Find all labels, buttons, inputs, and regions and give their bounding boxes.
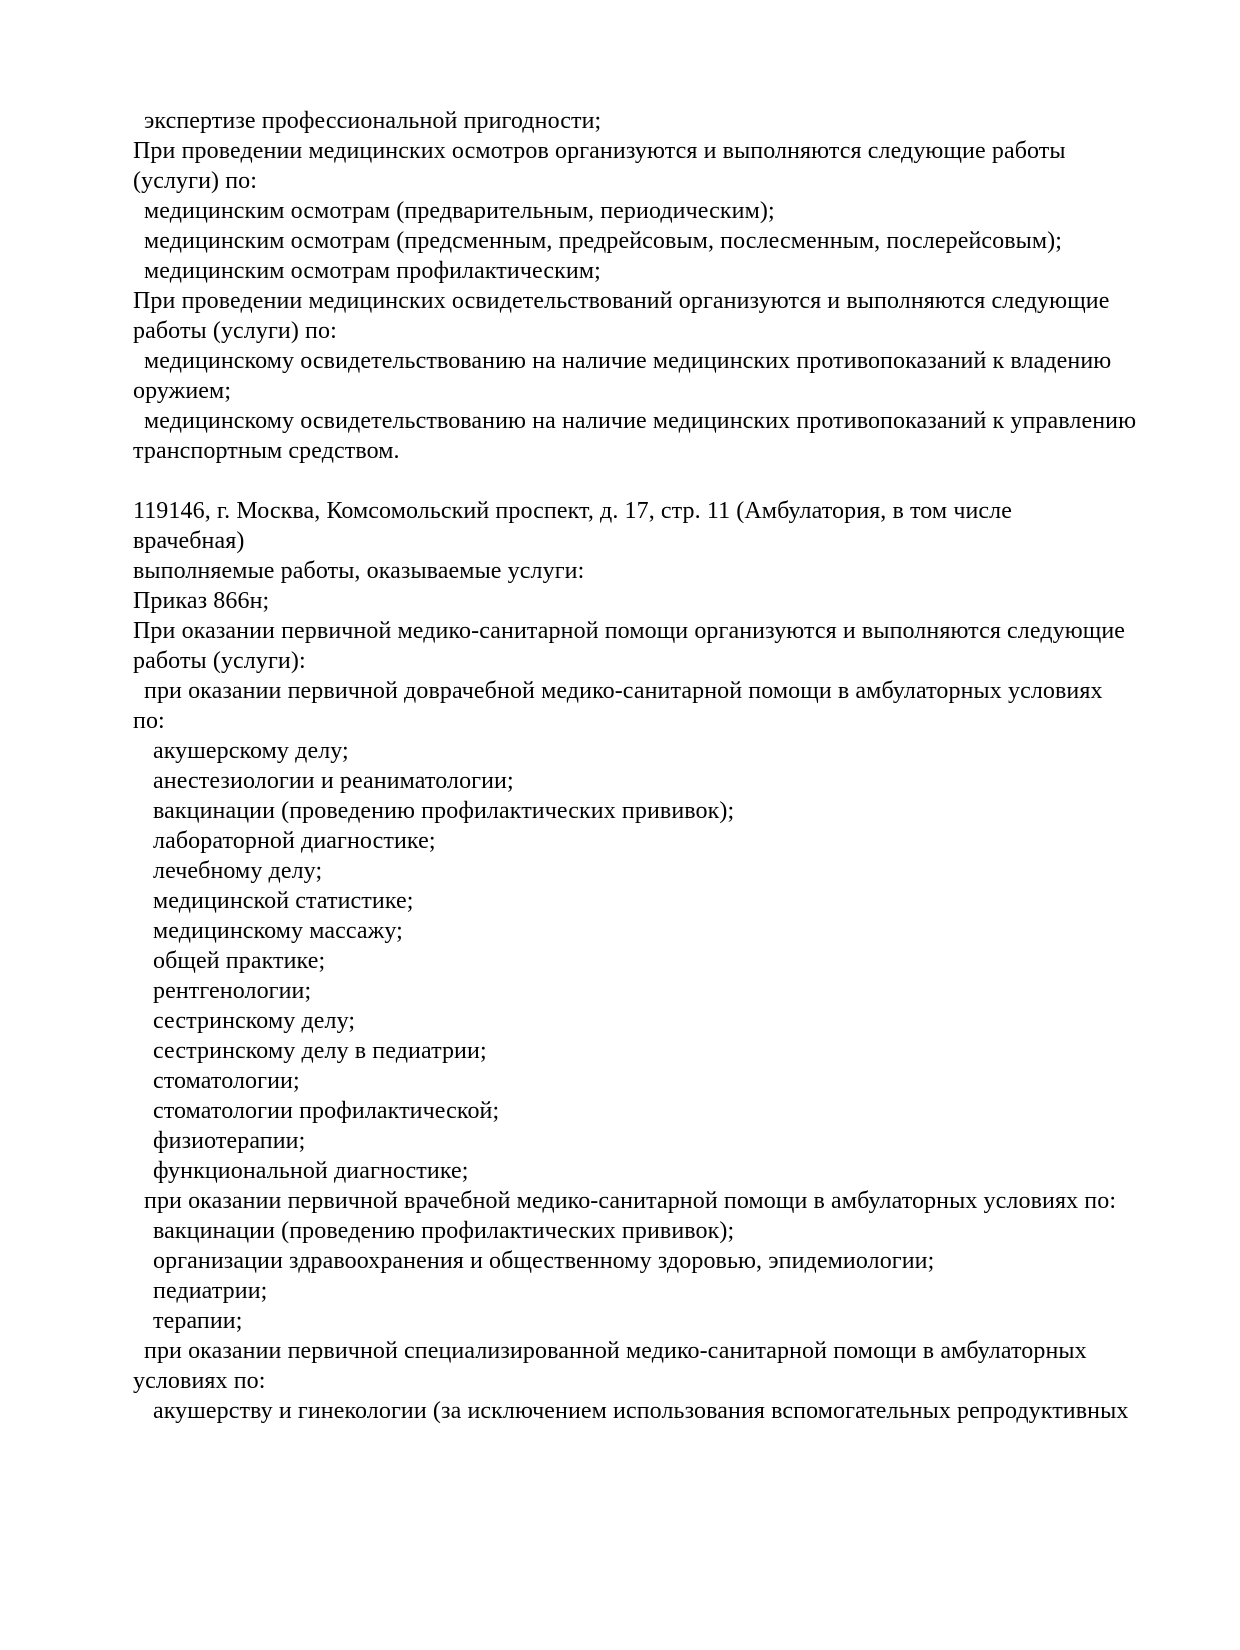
doc-line: врачебная) (133, 528, 245, 554)
doc-line: сестринскому делу; (153, 1008, 356, 1034)
doc-line: Приказ 866н; (133, 588, 270, 614)
doc-line: медицинскому массажу; (153, 918, 403, 944)
doc-line: физиотерапии; (153, 1128, 306, 1154)
doc-line: медицинскому освидетельствованию на наличие медицинских противопоказаний к управлению (144, 408, 1137, 434)
doc-line: вакцинации (проведению профилактических прививок); (153, 1218, 735, 1244)
doc-line: 119146, г. Москва, Комсомольский проспект, д. 17, стр. 11 (Амбулатория, в том числе (133, 498, 1013, 524)
doc-line: стоматологии профилактической; (153, 1098, 500, 1124)
doc-line: (услуги) по: (133, 168, 258, 194)
doc-line: медицинским осмотрам профилактическим; (144, 258, 601, 284)
doc-line: организации здравоохранения и общественному здоровью, эпидемиологии; (153, 1248, 935, 1274)
doc-line: экспертизе профессиональной пригодности; (144, 108, 602, 134)
doc-line: общей практике; (153, 948, 326, 974)
doc-blank-line (133, 466, 1230, 496)
doc-line: работы (услуги): (133, 648, 306, 674)
doc-line: При оказании первичной медико-санитарной помощи организуются и выполняются следующие (133, 618, 1126, 644)
doc-line: при оказании первичной доврачебной медико-санитарной помощи в амбулаторных условиях (144, 678, 1103, 704)
doc-line: медицинской статистике; (153, 888, 414, 914)
doc-line: лечебному делу; (153, 858, 323, 884)
doc-line: условиях по: (133, 1368, 266, 1394)
doc-line: медицинским осмотрам (предварительным, периодическим); (144, 198, 775, 224)
doc-line: работы (услуги) по: (133, 318, 337, 344)
doc-line: При проведении медицинских освидетельствований организуются и выполняются следующие (133, 288, 1110, 314)
doc-line: стоматологии; (153, 1068, 300, 1094)
doc-line: медицинским осмотрам (предсменным, предрейсовым, послесменным, послерейсовым); (144, 228, 1063, 254)
doc-line: вакцинации (проведению профилактических прививок); (153, 798, 735, 824)
doc-line: рентгенологии; (153, 978, 312, 1004)
doc-line: по: (133, 708, 165, 734)
doc-line: выполняемые работы, оказываемые услуги: (133, 558, 585, 584)
doc-line: транспортным средством. (133, 438, 400, 464)
doc-line: лабораторной диагностике; (153, 828, 436, 854)
doc-line: При проведении медицинских осмотров организуются и выполняются следующие работы (133, 138, 1066, 164)
doc-line: акушерству и гинекологии (за исключением использования вспомогательных репродуктивных (153, 1398, 1129, 1424)
doc-line: медицинскому освидетельствованию на наличие медицинских противопоказаний к владению (144, 348, 1112, 374)
doc-line: при оказании первичной врачебной медико-санитарной помощи в амбулаторных условиях по: (144, 1188, 1117, 1214)
doc-line: сестринскому делу в педиатрии; (153, 1038, 487, 1064)
doc-line: функциональной диагностике; (153, 1158, 469, 1184)
doc-line: анестезиологии и реаниматологии; (153, 768, 514, 794)
doc-line: педиатрии; (153, 1278, 268, 1304)
doc-line: акушерскому делу; (153, 738, 349, 764)
doc-line: при оказании первичной специализированной медико-санитарной помощи в амбулаторных (144, 1338, 1087, 1364)
doc-line: терапии; (153, 1308, 243, 1334)
doc-line: оружием; (133, 378, 232, 404)
